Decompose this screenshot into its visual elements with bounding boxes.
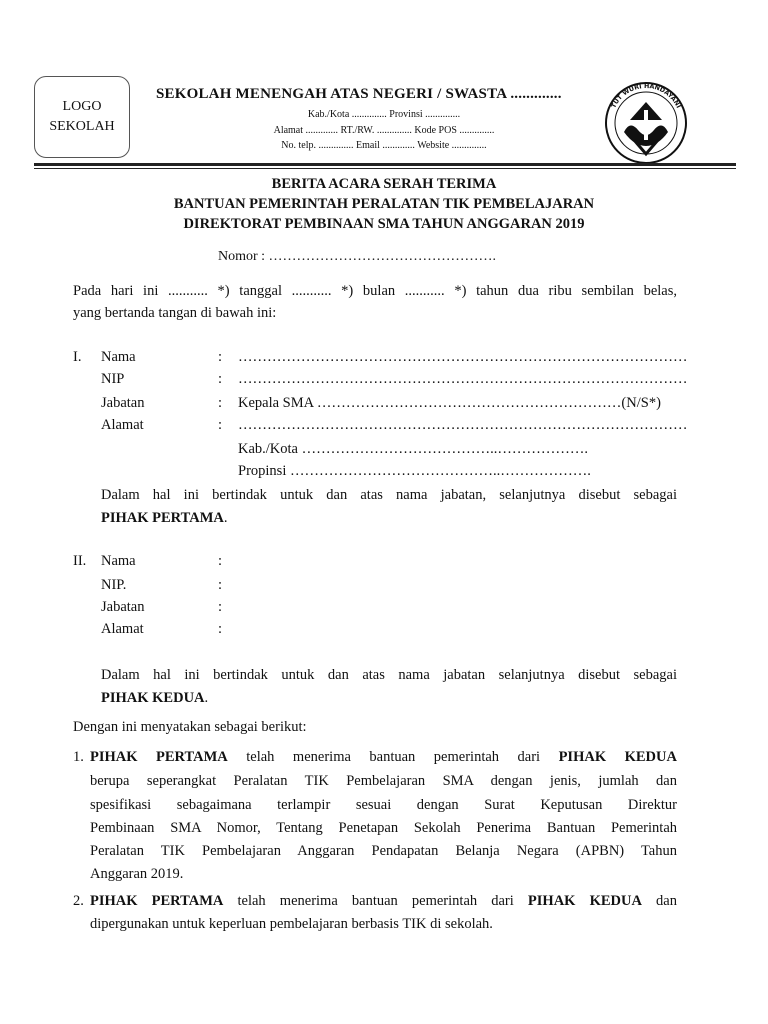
party1-desc-line2 — [101, 507, 228, 530]
tut-wuri-handayani-emblem — [600, 80, 692, 166]
party1-colon-nama: : — [218, 349, 223, 365]
party2-colon-nip: : — [218, 577, 223, 593]
party1-value-nip: ………………………………………………………………………………… — [238, 371, 688, 387]
doc-title-line3: DIREKTORAT PEMBINAAN SMA TAHUN ANGGARAN 2019 — [183, 216, 585, 232]
party1-desc-end: . — [223, 510, 228, 526]
letterhead-thin-rule — [34, 168, 736, 169]
intro-line1: Pada hari ini ........... *) tanggal ........... *) bulan ........... *) tahun dua ribu sembilan belas, — [73, 283, 677, 299]
letterhead-line-contact: No. telp. .............. Email ............. Website .............. — [281, 140, 487, 151]
item1-party-first: PIHAK PERTAMA — [90, 749, 228, 765]
item1-line3: spesifikasi sebagaimana terlampir sesuai dengan Surat Keputusan Direktur — [90, 797, 677, 813]
item1-number: 1. — [73, 749, 84, 765]
letterhead-line-address: Alamat ............. RT./RW. .............. Kode POS .............. — [273, 125, 495, 136]
party2-role: PIHAK KEDUA — [101, 690, 205, 706]
party2-desc-line1: Dalam hal ini bertindak untuk dan atas nama jabatan selanjutnya disebut sebagai — [101, 667, 677, 683]
intro-line2: yang bertanda tangan di bawah ini: — [73, 305, 277, 321]
party1-number: I. — [73, 349, 82, 365]
item2-line2: dipergunakan untuk keperluan pembelajaran berbasis TIK di sekolah. — [90, 916, 493, 932]
party2-label-nip: NIP. — [101, 577, 127, 593]
item1-lead-text: telah menerima bantuan pemerintah dari — [227, 749, 559, 765]
item2-party-second: PIHAK KEDUA — [527, 893, 642, 909]
party2-number: II. — [73, 553, 87, 569]
doc-title-line1: BERITA ACARA SERAH TERIMA — [271, 176, 497, 192]
party1-label-alamat: Alamat — [101, 417, 144, 433]
party1-role: PIHAK PERTAMA — [101, 510, 224, 526]
party2-label-alamat: Alamat — [101, 621, 144, 637]
letterhead-line-region: Kab./Kota .............. Provinsi .............. — [307, 109, 461, 120]
item1-line5: Peralatan TIK Pembelajaran Anggaran Pendapatan Belanja Negara (APBN) Tahun — [90, 843, 677, 859]
party1-kabkota: Kab./Kota …………………………………..………………. — [238, 441, 588, 457]
party1-colon-jabatan: : — [218, 395, 223, 411]
party1-desc-line1: Dalam hal ini bertindak untuk dan atas nama jabatan, selanjutnya disebut sebagai — [101, 487, 677, 503]
statement-intro: Dengan ini menyatakan sebagai berikut: — [73, 719, 307, 735]
party1-value-alamat: ………………………………………………………………………………… — [238, 417, 688, 433]
item2-party-first: PIHAK PERTAMA — [90, 893, 224, 909]
party1-label-nama: Nama — [101, 349, 136, 365]
item1-line4: Pembinaan SMA Nomor, Tentang Penetapan Sekolah Penerima Bantuan Pemerintah — [90, 820, 677, 836]
party1-propinsi: Propinsi ……………………………………..………………. — [238, 463, 591, 479]
doc-title-line2: BANTUAN PEMERINTAH PERALATAN TIK PEMBELAJARAN — [173, 196, 595, 212]
party1-label-jabatan: Jabatan — [101, 395, 145, 411]
party1-colon-alamat: : — [218, 417, 223, 433]
party1-value-nama: ………………………………………………………………………………… — [238, 349, 688, 365]
item2-lead-text: telah menerima bantuan pemerintah dari — [223, 893, 528, 909]
party2-colon-nama: : — [218, 553, 223, 569]
item2-number: 2. — [73, 893, 84, 909]
item1-party-second: PIHAK KEDUA — [558, 749, 677, 765]
item1-line2: berupa seperangkat Peralatan TIK Pembelajaran SMA dengan jenis, jumlah dan — [90, 773, 677, 789]
party2-desc-line2 — [101, 687, 208, 710]
party2-desc-end: . — [204, 690, 209, 706]
logo-label-line2: SEKOLAH — [49, 119, 115, 134]
party1-label-nip: NIP — [101, 371, 125, 387]
party1-value-jabatan: Kepala SMA ………………………………………………………(N/S*) — [238, 395, 661, 411]
party2-colon-alamat: : — [218, 621, 223, 637]
item1-line6: Anggaran 2019. — [90, 866, 184, 882]
party2-label-nama: Nama — [101, 553, 136, 569]
logo-label-line1: LOGO — [62, 99, 102, 114]
item2-line1 — [90, 890, 677, 913]
party2-colon-jabatan: : — [218, 599, 223, 615]
item1-line1 — [90, 746, 677, 769]
school-name: SEKOLAH MENENGAH ATAS NEGERI / SWASTA ............. — [156, 86, 562, 102]
party1-colon-nip: : — [218, 371, 223, 387]
emblem-motto: TUT WURI HANDAYANI — [610, 82, 682, 110]
letterhead-thick-rule — [34, 163, 736, 166]
party2-label-jabatan: Jabatan — [101, 599, 145, 615]
document-number: Nomor : …………………………………………. — [218, 249, 497, 264]
item2-lead-tail: dan — [641, 893, 677, 909]
